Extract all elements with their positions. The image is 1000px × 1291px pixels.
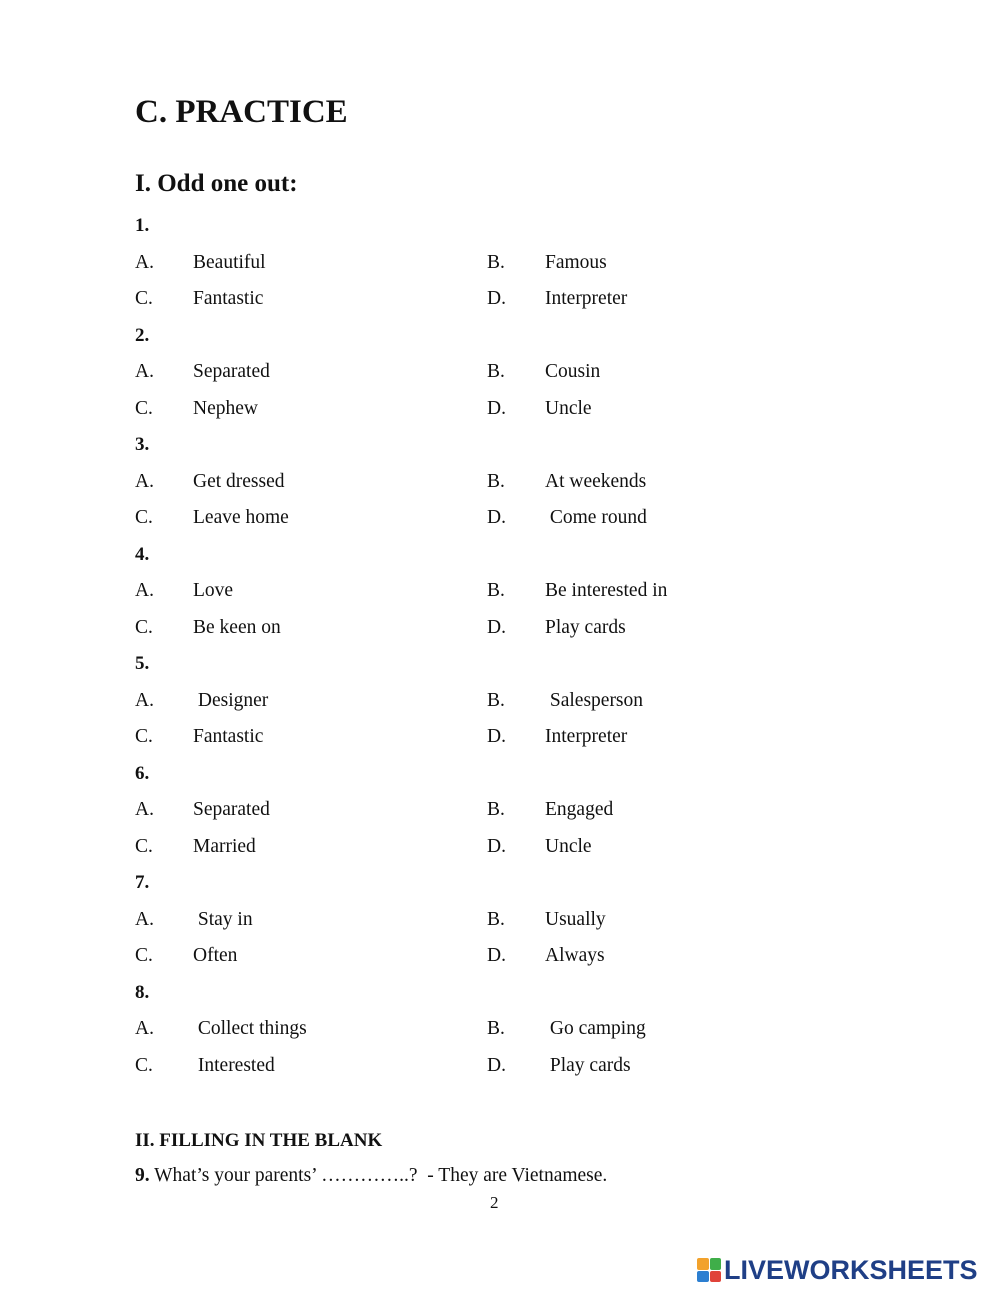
question-number: 3. (135, 434, 150, 455)
option-row (135, 940, 835, 977)
option-row (135, 247, 835, 284)
option-d-label: D. (487, 288, 506, 309)
option-row (135, 831, 835, 868)
question-list (135, 210, 835, 1086)
option-c-text: Interested (193, 1054, 275, 1076)
option-b-text: At weekends (545, 470, 647, 492)
option-a-text: Separated (193, 361, 270, 382)
option-c-label: C. (135, 835, 153, 857)
question-number: 8. (135, 981, 150, 1003)
option-row (135, 794, 835, 831)
logo-square-4 (710, 1271, 722, 1283)
option-b-label: B. (487, 908, 505, 930)
option-b-text: Be interested in (545, 580, 668, 601)
section-odd-one-out-heading: I. Odd one out: (135, 170, 298, 197)
option-c-label: C. (135, 1054, 153, 1076)
option-d-label: D. (487, 1054, 506, 1076)
option-b-text: Engaged (545, 799, 614, 820)
option-c-label: C. (135, 397, 153, 419)
option-row (135, 393, 835, 430)
option-d-text: Uncle (545, 397, 592, 419)
option-row (135, 356, 835, 393)
option-a-text: Beautiful (193, 251, 266, 273)
option-d-label: D. (487, 397, 506, 419)
option-a-label: A. (135, 251, 154, 273)
question-number: 6. (135, 762, 150, 784)
logo-square-2 (710, 1258, 722, 1270)
option-c-label: C. (135, 616, 153, 638)
question-number: 1. (135, 215, 150, 236)
option-c-text: Fantastic (193, 726, 264, 747)
option-a-text: Love (193, 580, 234, 601)
option-row (135, 575, 835, 612)
option-d-label: D. (487, 945, 506, 966)
option-d-label: D. (487, 616, 506, 638)
option-c-label: C. (135, 945, 153, 966)
option-d-label: D. (487, 726, 506, 747)
option-a-text: Stay in (193, 908, 253, 930)
option-a-text: Collect things (193, 1018, 307, 1039)
logo-square-1 (697, 1258, 709, 1270)
option-a-label: A. (135, 689, 154, 711)
option-b-text: Famous (545, 251, 607, 273)
option-a-text: Get dressed (193, 470, 285, 492)
option-d-label: D. (487, 835, 506, 857)
option-d-text: Play cards (545, 1054, 631, 1076)
option-c-label: C. (135, 507, 153, 528)
question-number: 2. (135, 324, 150, 346)
option-b-text: Cousin (545, 361, 601, 382)
option-a-text: Separated (193, 799, 270, 820)
option-c-text: Married (193, 835, 256, 857)
option-b-label: B. (487, 799, 505, 820)
option-c-text: Nephew (193, 397, 258, 419)
option-b-label: B. (487, 361, 505, 382)
option-b-label: B. (487, 251, 505, 273)
option-row (135, 283, 835, 320)
option-row (135, 685, 835, 722)
option-a-label: A. (135, 361, 154, 382)
option-row (135, 904, 835, 941)
option-b-label: B. (487, 470, 505, 492)
option-d-text: Interpreter (545, 726, 628, 747)
option-d-text: Always (545, 945, 605, 966)
option-a-text: Designer (193, 689, 269, 711)
option-row (135, 1013, 835, 1050)
option-c-text: Be keen on (193, 616, 281, 638)
question-9 (135, 1162, 607, 1190)
option-row (135, 1050, 835, 1087)
logo-text: LIVEWORKSHEETS (724, 1254, 978, 1285)
option-a-label: A. (135, 580, 154, 601)
option-d-text: Uncle (545, 835, 592, 857)
question-number: 7. (135, 872, 150, 893)
option-a-label: A. (135, 470, 154, 492)
option-row (135, 466, 835, 503)
option-b-text: Usually (545, 908, 606, 930)
question-number: 4. (135, 543, 150, 565)
logo-icon (697, 1258, 721, 1282)
question-number: 9. (135, 1165, 150, 1186)
option-d-text: Play cards (545, 616, 626, 638)
option-a-label: A. (135, 799, 154, 820)
section-fill-blank-heading: II. FILLING IN THE BLANK (135, 1130, 383, 1151)
option-d-text: Interpreter (545, 288, 628, 309)
option-c-label: C. (135, 726, 153, 747)
liveworksheets-logo (697, 1255, 978, 1285)
option-row (135, 612, 835, 649)
option-a-label: A. (135, 908, 154, 930)
option-b-text: Go camping (545, 1018, 646, 1039)
option-row (135, 721, 835, 758)
option-c-text: Often (193, 945, 238, 966)
option-c-text: Fantastic (193, 288, 264, 309)
option-b-label: B. (487, 1018, 505, 1039)
page-title: C. PRACTICE (135, 94, 348, 130)
logo-square-3 (697, 1271, 709, 1283)
option-b-text: Salesperson (545, 689, 644, 711)
option-c-label: C. (135, 288, 153, 309)
option-d-label: D. (487, 507, 506, 528)
option-c-text: Leave home (193, 507, 289, 528)
option-b-label: B. (487, 580, 505, 601)
option-row (135, 502, 835, 539)
page-number: 2 (490, 1193, 499, 1212)
option-b-label: B. (487, 689, 505, 711)
option-d-text: Come round (545, 507, 647, 528)
question-text: What’s your parents’ …………..? - They are Vietnamese. (149, 1165, 608, 1186)
question-number: 5. (135, 653, 150, 674)
option-a-label: A. (135, 1018, 154, 1039)
